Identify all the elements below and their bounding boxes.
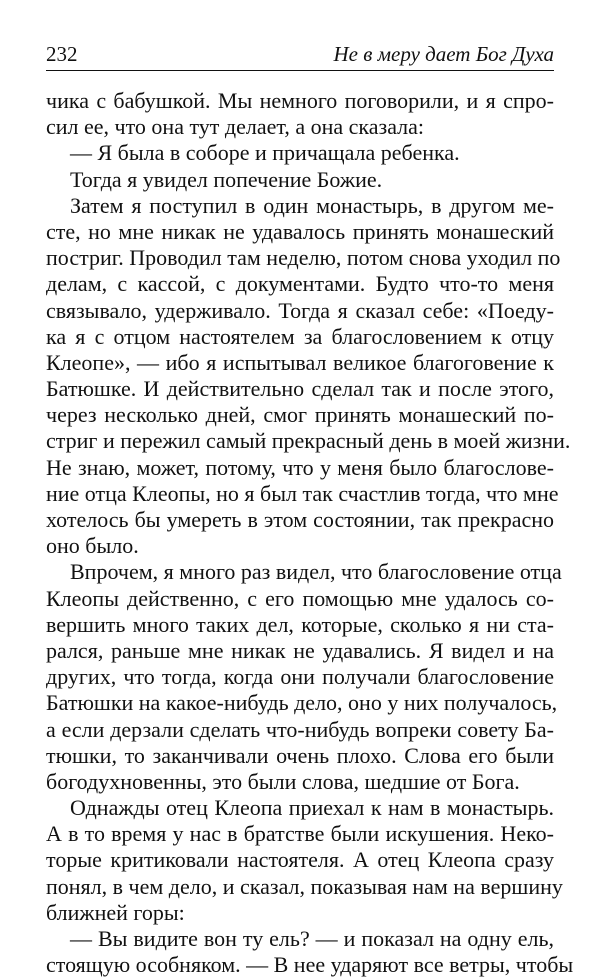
text-line: делам, с кассой, с документами. Будто что-то меня [46, 271, 554, 297]
text-line: Батюшке. И действительно сделал так и после этого, [46, 376, 554, 402]
text-line: богодухновенны, это были слова, шедшие от Бога. [46, 768, 520, 794]
running-title: Не в меру дает Бог Духа [333, 42, 554, 66]
text-line: Клеопе», — ибо я испытывал великое благоговение к [46, 349, 554, 375]
page-number: 232 [46, 42, 78, 66]
text-line: — Вы видите вон ту ель? — и показал на одну ель, [70, 926, 554, 951]
text-line: ближней горы: [46, 899, 185, 925]
text-line: стоящую особняком. — В нее ударяют все ветры, чтобы [46, 952, 574, 978]
text-line: Тогда я увидел попечение Божие. [70, 166, 383, 192]
text-line: постриг. Проводил там неделю, потом снова уходил по [46, 245, 561, 271]
text-line: стриг и пережил самый прекрасный день в моей жизни. [46, 428, 571, 454]
page-header [46, 38, 554, 71]
text-line: понял, в чем дело, и сказал, показывая нам на вершину [46, 873, 563, 899]
text-line: Клеопы действенно, с его помощью мне удалось со- [46, 585, 554, 611]
text-line: ние отца Клеопы, но я был так счастлив тогда, что мне [46, 480, 559, 506]
book-page [46, 0, 574, 978]
text-line: Затем я поступил в один монастырь, в другом ме- [70, 192, 554, 218]
body-text [46, 88, 574, 978]
text-line: А в то время у нас в братстве были искушения. Неко- [46, 821, 554, 847]
text-line: чика с бабушкой. Мы немного поговорили, и я спро- [46, 88, 554, 113]
text-line: сте, но мне никак не удавалось принять монашеский [46, 218, 554, 244]
text-line: других, что тогда, когда они получали благословение [46, 664, 554, 690]
text-line: тюшки, то заканчивали очень плохо. Слова его были [46, 742, 554, 768]
text-line: — Я была в соборе и причащала ребенка. [70, 140, 460, 166]
text-line: ка я с отцом настоятелем за благословением к отцу [46, 323, 554, 349]
text-line: Однажды отец Клеопа приехал к нам в монастырь. [70, 795, 554, 821]
text-line: Впрочем, я много раз видел, что благословение отца [70, 559, 562, 585]
text-line: Не знаю, может, потому, что у меня было благослове- [46, 454, 554, 480]
text-line: рался, раньше мне никак не удавались. Я видел и на [46, 637, 554, 663]
text-line: а если дерзали сделать что-нибудь вопреки совету Ба- [46, 716, 554, 742]
text-line: через несколько дней, смог принять монашеский по- [46, 402, 554, 428]
text-line: сил ее, что она тут делает, а она сказала: [46, 114, 425, 140]
text-line: Батюшки на какое-нибудь дело, оно у них получалось, [46, 690, 558, 716]
text-line: вершить много таких дел, которые, сколько я ни ста- [46, 611, 554, 637]
text-line: связывало, удерживало. Тогда я сказал себе: «Поеду- [46, 297, 554, 323]
text-line: торые критиковали настоятеля. А отец Клеопа сразу [46, 847, 554, 873]
text-line: хотелось бы умереть в этом состоянии, так прекрасно [46, 507, 554, 532]
text-line: оно было. [46, 533, 139, 559]
